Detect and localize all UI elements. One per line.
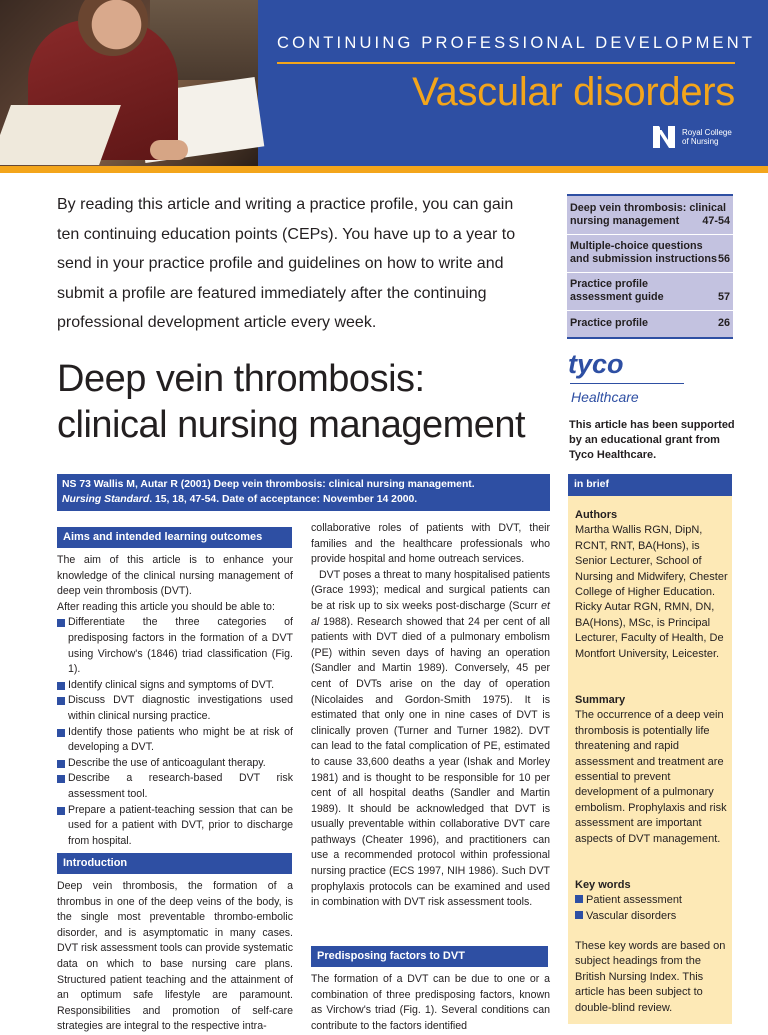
- contents-item: Practice profile assessment guide 57: [570, 278, 730, 303]
- aims-heading: Aims and intended learning outcomes: [57, 527, 292, 548]
- bullet-square-icon: [57, 760, 65, 768]
- in-brief-panel: [568, 474, 732, 1024]
- intro-paragraph: By reading this article and writing a practice profile, you can gain ten continuing education points (CEPs). You have up to a year to send in your practice profile and guidelines on how to write and submit a profile are featured immediately after the continuing professional development article every week.: [57, 196, 516, 331]
- tyco-logo: tyco Healthcare: [568, 350, 624, 378]
- bullet-square-icon: [57, 682, 65, 690]
- bullet-square-icon: [57, 729, 65, 737]
- rcn-logo-block: [650, 123, 732, 151]
- keywords-section: Key words Patient assessment Vascular disorders: [575, 879, 682, 922]
- topic-title: Vascular disorders: [412, 70, 735, 114]
- series-title: CONTINUING PROFESSIONAL DEVELOPMENT: [277, 34, 756, 52]
- rcn-name: Royal College of Nursing: [682, 128, 732, 146]
- in-brief-heading: in brief: [568, 474, 732, 496]
- introduction-heading: Introduction: [57, 853, 292, 874]
- contents-box: [567, 194, 733, 339]
- keywords-note: These key words are based on subject headings from the British Nursing Index. This article has been subject to double-blind review.: [575, 940, 726, 1014]
- bullet-square-icon: [57, 807, 65, 815]
- header-rule: [277, 62, 735, 64]
- introduction-body: Deep vein thrombosis, the formation of a thrombus in one of the deep veins of the body, is the single most preventable thrombo-embolic disorder, and is asymptomatic in many cases. DVT risk assessment tools can provide systematic data on which to base nursing care plans. Structured patient teaching and the attainment of an optimum safe lifestyle are paramount. Responsibilities and promotion of self-care strategies are integral to the respective intra-: [57, 880, 293, 1033]
- article-title: Deep vein thrombosis: clinical nursing management: [57, 358, 526, 446]
- authors-section: Authors Martha Wallis RGN, DipN, RCNT, RNT, BA(Hons), is Senior Lecturer, School of Nursing and Midwifery, Chester College of Higher Education. Ricky Autar RGN, RMN, DN, BA(Hons), MSc, is Principal Lecturer, Faculty of Health, De Montfort University, Leicester.: [575, 509, 728, 660]
- aims-body: The aim of this article is to enhance your knowledge of the clinical nursing management of deep vein thrombosis (DVT). After reading this article you should be able to: Differentiate the three categories of predisposing factors in the formation of a DVT using Virchow's (1846) triad classification (Fig. 1). Identify clinical signs and symptoms of DVT. Discuss DVT diagnostic investigations used within clinical nursing practice. Identify those patients who might be at risk of developing a DVT. Describe the use of anticoagulant therapy. Describe a research-based DVT risk assessment tool. Prepare a patient-teaching session that can be used for a patient with DVT, prior to discharge from hospital.: [57, 554, 293, 847]
- citation-bar: NS 73 Wallis M, Autar R (2001) Deep vein thrombosis: clinical nursing management. Nursing Standard. 15, 18, 47-54. Date of acceptance: November 14 2000.: [57, 474, 550, 511]
- contents-item: Practice profile 26: [570, 317, 730, 329]
- rcn-logo-icon: [650, 123, 678, 151]
- bullet-square-icon: [575, 911, 583, 919]
- bullet-square-icon: [57, 697, 65, 705]
- header-photo: [0, 0, 258, 166]
- bullet-square-icon: [57, 775, 65, 783]
- predisposing-body: The formation of a DVT can be due to one or a combination of three predisposing factors, known as Virchow's triad (Fig. 1). Several conditions can contribute to the factors identified: [311, 973, 550, 1032]
- header-banner: [0, 0, 768, 166]
- summary-section: Summary The occurrence of a deep vein thrombosis is potentially life threatening and rapid assessment and treatment are essential to prevent development of a pulmonary embolism. Prophylaxis and risk assessment are important aspects of DVT management.: [575, 694, 727, 845]
- predisposing-heading: Predisposing factors to DVT: [311, 946, 548, 967]
- contents-item: Multiple-choice questions and submission instructions 56: [570, 240, 730, 265]
- bullet-square-icon: [575, 895, 583, 903]
- middle-column-body: collaborative roles of patients with DVT, their families and the healthcare professionals who provide hospital and home outreach services. DVT poses a threat to many hospitalised patients (Grace 1993); medical and surgical patients can be at risk up to six weeks post-discharge (Scurr et al 1988). Research showed that 24 per cent of all patients with DVT died of a pulmonary embolism (PE) within seven days of having an operation (Sandler and Martin 1989). Conversely, 45 per cent of DVTs arise on the day of operation (Nicolaides and Gordon-Smith 1975). It is estimated that only one in nine cases of DVT is clinically proven (Turner and Turner 1982). DVT can lead to the fatal complication of PE, estimated to cause 33,600 deaths a year (Ishak and Morley 1981) and is thought to be responsible for 10 per cent of all hospital deaths (Sandler and Martin 1989). It should be acknowledged that DVT is usually preventable within collaborative DVT care pathways (Cheater 1996), and practitioners can use a recommended protocol within professional nursing practice (ECS 1997, NIH 1986). Such DVT prophylaxis protocols can be examined and used in combination with DVT risk assessment tools.: [311, 522, 550, 909]
- header-orange-band: [0, 166, 768, 173]
- bullet-square-icon: [57, 619, 65, 627]
- contents-item: Deep vein thrombosis: clinical nursing management 47-54: [570, 202, 730, 227]
- sponsor-note: This article has been supported by an educational grant from Tyco Healthcare.: [569, 419, 735, 461]
